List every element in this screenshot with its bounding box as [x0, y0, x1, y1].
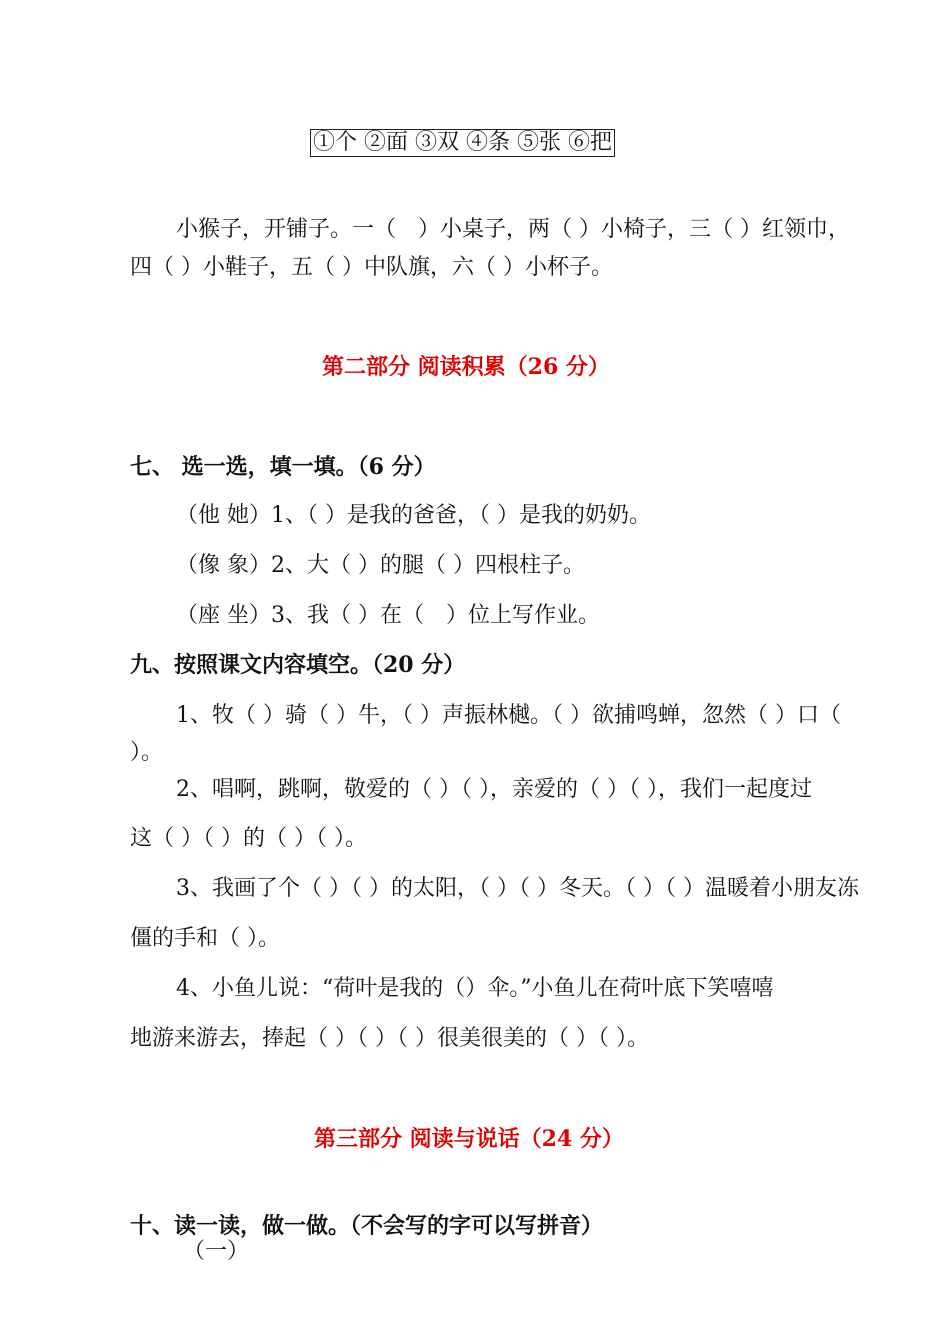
- choices-box-row: [310, 128, 615, 158]
- q9-item-2-line-2: 这（ ）（ ）的（ ）（ ）。: [130, 826, 367, 851]
- q9-item-2-line-1: 2、唱啊，跳啊，敬爱的（ ）（ ），亲爱的（ ）（ ），我们一起度过: [176, 777, 812, 802]
- monkey-shop-line-2: 四（ ）小鞋子，五（ ）中队旗，六（ ）小杯子。: [130, 255, 613, 280]
- q10-subsection-label: （一）: [183, 1239, 250, 1264]
- q9-item-3-line-2: 僵的手和（ ）。: [130, 926, 280, 951]
- q9-item-4-line-2: 地游来游去，捧起（ ）（ ）（ ）很美很美的（ ）（ ）。: [130, 1026, 649, 1051]
- q9-item-1-line-1: 1、牧（ ）骑（ ）牛，（ ）声振林樾。（ ）欲捕鸣蝉，忽然（ ）口（: [176, 703, 841, 728]
- q7-item-3: （座 坐）3、我（ ）在（ ）位上写作业。: [176, 603, 600, 628]
- q10-title: 十、读一读，做一做。（不会写的字可以写拼音）: [130, 1213, 604, 1239]
- q9-item-3-line-1: 3、我画了个（ ）（ ）的太阳，（ ）（ ）冬天。（ ）（ ）温暖着小朋友冻: [176, 876, 859, 901]
- q9-item-4-line-1: 4、小鱼儿说：“荷叶是我的（）伞。”小鱼儿在荷叶底下笑嘻嘻: [176, 976, 774, 1001]
- q7-item-2: （像 象）2、大（ ）的腿（ ）四根柱子。: [176, 553, 585, 578]
- q9-title: 九、按照课文内容填空。（20 分）: [130, 652, 466, 678]
- part2-title: 第二部分 阅读积累（26 分）: [322, 354, 610, 380]
- q7-item-1: （他 她）1、（ ）是我的爸爸，（ ）是我的奶奶。: [176, 503, 651, 528]
- q7-title: 七、 选一选，填一填。（6 分）: [130, 454, 436, 480]
- part3-title: 第三部分 阅读与说话（24 分）: [314, 1126, 624, 1152]
- q9-item-1-line-2: ）。: [130, 740, 164, 765]
- monkey-shop-line-1: 小猴子，开铺子。一（ ）小桌子，两（ ）小椅子，三（ ）红领巾，: [176, 217, 850, 242]
- measure-word-choices-box: ①个 ②面 ③双 ④条 ⑤张 ⑥把: [310, 129, 615, 157]
